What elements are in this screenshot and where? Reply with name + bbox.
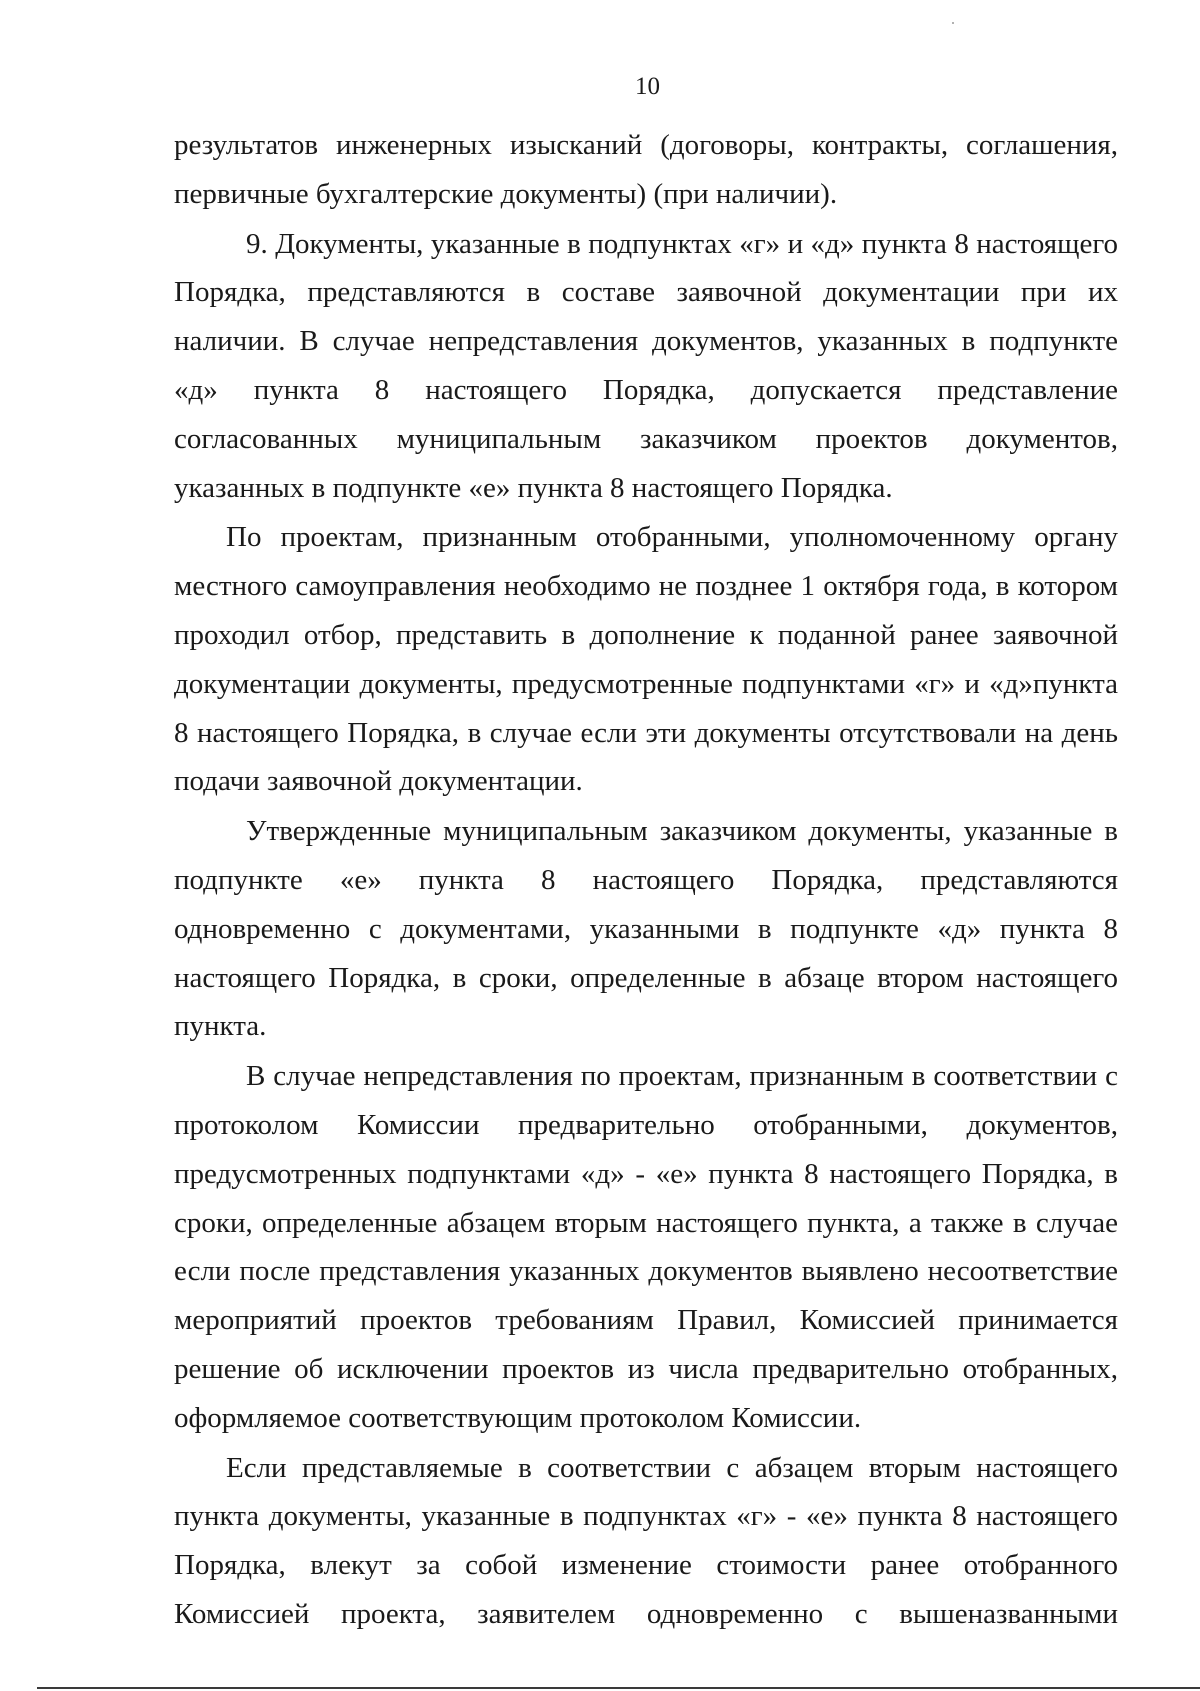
paragraph-item-9: 9. Документы, указанные в подпунктах «г» и «д» пункта 8 настоящего Порядка, представляются в составе заявочной документации при их наличии. В случае непредставления документов, указанных в подпункте «д» пункта 8 настоящего Порядка, допускается представление согласованных муниципальным заказчиком проектов документов, указанных в подпункте «е» пункта 8 настоящего Порядка. bbox=[174, 227, 1118, 504]
paragraph-approved-documents: Утвержденные муниципальным заказчиком документы, указанные в подпункте «е» пункта 8 настоящего Порядка, представляются одновременно с документами, указанными в подпункте «д» пункта 8 настоящего Порядка, в сроки, определенные в абзаце втором настоящего пункта. bbox=[174, 815, 1118, 1043]
paragraph-continuation: результатов инженерных изысканий (договоры, контракты, соглашения, первичные бухгалтерские документы) (при наличии). bbox=[174, 129, 1118, 210]
page-number: 10 bbox=[635, 73, 660, 100]
document-body bbox=[174, 121, 1118, 1639]
paragraph-cost-change: Если представляемые в соответствии с абзацем вторым настоящего пункта документы, указанные в подпунктах «г» - «е» пункта 8 настоящего Порядка, влекут за собой изменение стоимости ранее отобранного Комиссией проекта, заявителем одновременно с вышеназванными bbox=[174, 1451, 1118, 1630]
scan-speck bbox=[952, 22, 954, 24]
page-bottom-rule bbox=[37, 1687, 1200, 1689]
paragraph-non-submission: В случае непредставления по проектам, признанным в соответствии с протоколом Комиссии предварительно отобранными, документов, предусмотренных подпунктами «д» - «е» пункта 8 настоящего Порядка, в сроки, определенные абзацем вторым настоящего пункта, а также в случае если после представления указанных документов выявлено несоответствие мероприятий проектов требованиям Правил, Комиссией принимается решение об исключении проектов из числа предварительно отобранных, оформляемое соответствующим протоколом Комиссии. bbox=[174, 1060, 1118, 1434]
paragraph-selected-projects: По проектам, признанным отобранными, уполномоченному органу местного самоуправления необходимо не позднее 1 октября года, в котором проходил отбор, представить в дополнение к поданной ранее заявочной документации документы, предусмотренные подпунктами «г» и «д»пункта 8 настоящего Порядка, в случае если эти документы отсутствовали на день подачи заявочной документации. bbox=[174, 521, 1118, 798]
